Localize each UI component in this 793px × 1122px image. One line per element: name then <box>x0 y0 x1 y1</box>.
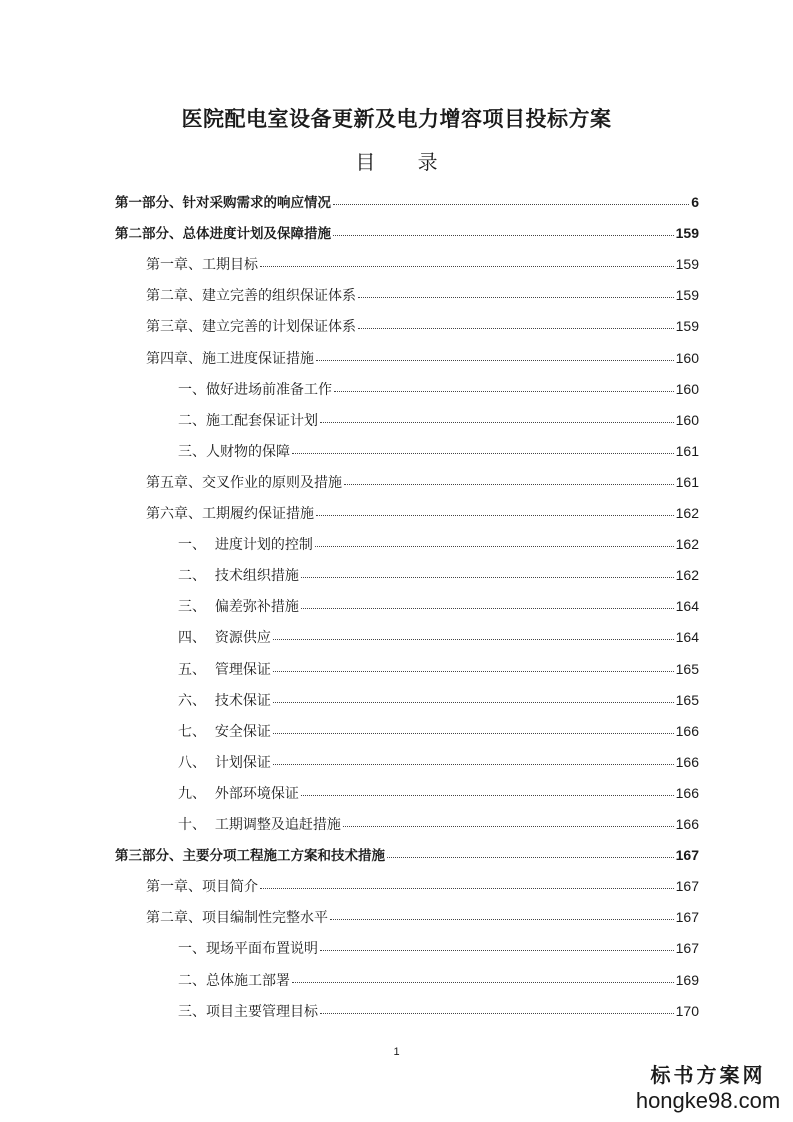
toc-entry[interactable] <box>178 812 699 836</box>
toc-entry-page: 164 <box>675 629 699 646</box>
toc-entry-page: 166 <box>675 753 699 770</box>
toc-entry-label: 第二章、项目编制性完整水平 <box>146 910 328 927</box>
toc-leader-dots <box>330 903 674 920</box>
toc-entry-page: 159 <box>675 256 699 273</box>
toc-entry-page: 6 <box>691 194 699 210</box>
toc-entry-label: 第一章、工期目标 <box>146 257 258 274</box>
watermark-url: hongke98.com <box>635 1088 781 1113</box>
toc-leader-dots <box>387 841 674 858</box>
toc-entry[interactable] <box>146 283 699 307</box>
toc-entry[interactable] <box>178 781 699 805</box>
toc-entry[interactable] <box>178 999 699 1023</box>
toc-leader-dots <box>315 530 674 547</box>
toc-entry[interactable] <box>178 688 699 712</box>
toc-entry-page: 159 <box>675 318 699 335</box>
toc-entry-page: 169 <box>675 971 699 988</box>
toc-entry-label: 一、 进度计划的控制 <box>178 537 313 554</box>
toc-entry[interactable] <box>178 719 699 743</box>
toc-entry-label: 二、施工配套保证计划 <box>178 412 318 429</box>
toc-entry-label: 二、总体施工部署 <box>178 972 290 989</box>
page-number: 1 <box>393 1046 400 1058</box>
watermark-logo <box>633 1062 783 1114</box>
toc-entry-page: 170 <box>675 1002 699 1019</box>
toc-entry-label: 三、 偏差弥补措施 <box>178 599 299 616</box>
toc-entry-page: 167 <box>675 878 699 895</box>
toc-entry-label: 第三部分、主要分项工程施工方案和技术措施 <box>115 848 385 865</box>
toc-leader-dots <box>334 375 674 392</box>
toc-leader-dots <box>358 312 674 329</box>
toc-leader-dots <box>273 686 674 703</box>
toc-leader-dots <box>301 592 674 609</box>
toc-entry-label: 第二部分、总体进度计划及保障措施 <box>115 226 331 243</box>
toc-leader-dots <box>301 561 674 578</box>
toc-leader-dots <box>320 997 674 1014</box>
toc-leader-dots <box>292 966 674 983</box>
toc-entry[interactable] <box>178 968 699 992</box>
toc-entry-page: 167 <box>675 847 699 864</box>
toc-entry[interactable] <box>178 594 699 618</box>
toc-entry-page: 162 <box>675 567 699 584</box>
toc-entry[interactable] <box>146 314 699 338</box>
toc-entry-label: 二、 技术组织措施 <box>178 568 299 585</box>
toc-entry-label: 第五章、交叉作业的原则及措施 <box>146 474 342 491</box>
toc-entry[interactable] <box>115 843 699 867</box>
toc-entry-label: 一、做好进场前准备工作 <box>178 381 332 398</box>
toc-entry[interactable] <box>146 346 699 370</box>
toc-entry-page: 159 <box>675 225 699 242</box>
toc-entry-label: 三、人财物的保障 <box>178 443 290 460</box>
toc-leader-dots <box>320 406 674 423</box>
toc-entry-label: 第四章、施工进度保证措施 <box>146 350 314 367</box>
toc-entry-page: 167 <box>675 940 699 957</box>
toc-leader-dots <box>260 250 674 267</box>
watermark-text: 标书方案网 <box>650 1063 766 1087</box>
toc-entry-label: 六、 技术保证 <box>178 692 271 709</box>
toc-leader-dots <box>301 779 674 796</box>
toc-entry-label: 一、现场平面布置说明 <box>178 941 318 958</box>
toc-entry-label: 四、 资源供应 <box>178 630 271 647</box>
toc-entry[interactable] <box>178 625 699 649</box>
toc-entry-label: 九、 外部环境保证 <box>178 785 299 802</box>
toc-entry-page: 167 <box>675 909 699 926</box>
toc-entry[interactable] <box>178 750 699 774</box>
toc-entry[interactable] <box>178 936 699 960</box>
toc-entry[interactable] <box>178 532 699 556</box>
toc-entry-label: 八、 计划保证 <box>178 754 271 771</box>
toc-leader-dots <box>273 717 674 734</box>
toc-entry[interactable] <box>146 252 699 276</box>
toc-entry-page: 159 <box>675 287 699 304</box>
toc-entry-label: 第一章、项目简介 <box>146 879 258 896</box>
toc-leader-dots <box>344 468 674 485</box>
toc-leader-dots <box>273 748 674 765</box>
toc-entry-page: 160 <box>675 349 699 366</box>
toc-leader-dots <box>343 810 674 827</box>
toc-leader-dots <box>333 188 689 205</box>
toc-entry-label: 第一部分、针对采购需求的响应情况 <box>115 195 331 211</box>
toc-entry[interactable] <box>178 408 699 432</box>
toc-entry-page: 161 <box>675 442 699 459</box>
toc-entry[interactable] <box>115 190 699 214</box>
toc-entry[interactable] <box>146 874 699 898</box>
toc-entry-page: 166 <box>675 816 699 832</box>
toc-entry-page: 160 <box>675 411 699 428</box>
toc-entry-page: 160 <box>675 380 699 397</box>
toc-entry-page: 166 <box>675 784 699 801</box>
toc-entry-label: 三、项目主要管理目标 <box>178 1003 318 1020</box>
toc-leader-dots <box>358 281 674 298</box>
toc-entry-label: 第三章、建立完善的计划保证体系 <box>146 319 356 336</box>
toc-entry-label: 第六章、工期履约保证措施 <box>146 506 314 522</box>
toc-entry[interactable] <box>178 439 699 463</box>
toc-entry-label: 五、 管理保证 <box>178 661 271 678</box>
toc-leader-dots <box>273 623 674 640</box>
toc-entry-page: 165 <box>675 660 699 677</box>
toc-entry[interactable] <box>178 657 699 681</box>
toc-heading: 目 录 <box>355 150 456 174</box>
toc-leader-dots <box>273 655 674 672</box>
toc-entry[interactable] <box>178 563 699 587</box>
toc-entry-page: 161 <box>675 473 699 490</box>
toc-leader-dots <box>316 499 674 516</box>
toc-leader-dots <box>260 872 674 889</box>
toc-entry-page: 162 <box>675 505 699 521</box>
toc-entry-label: 第二章、建立完善的组织保证体系 <box>146 288 356 305</box>
toc-entry-label: 七、 安全保证 <box>178 723 271 740</box>
toc-entry[interactable] <box>146 501 699 525</box>
toc-entry-label: 十、 工期调整及追赶措施 <box>178 817 341 833</box>
toc-entry-page: 162 <box>675 536 699 553</box>
toc-leader-dots <box>333 219 674 236</box>
toc-entry[interactable] <box>146 905 699 929</box>
toc-entry[interactable] <box>146 470 699 494</box>
toc-leader-dots <box>292 437 674 454</box>
toc-entry[interactable] <box>115 221 699 245</box>
document-title: 医院配电室设备更新及电力增容项目投标方案 <box>181 107 612 131</box>
toc-entry-page: 166 <box>675 722 699 739</box>
toc-entry-page: 165 <box>675 691 699 708</box>
toc-leader-dots <box>320 934 674 951</box>
toc-entry-page: 164 <box>675 598 699 615</box>
toc-entry[interactable] <box>178 377 699 401</box>
toc-leader-dots <box>316 344 674 361</box>
